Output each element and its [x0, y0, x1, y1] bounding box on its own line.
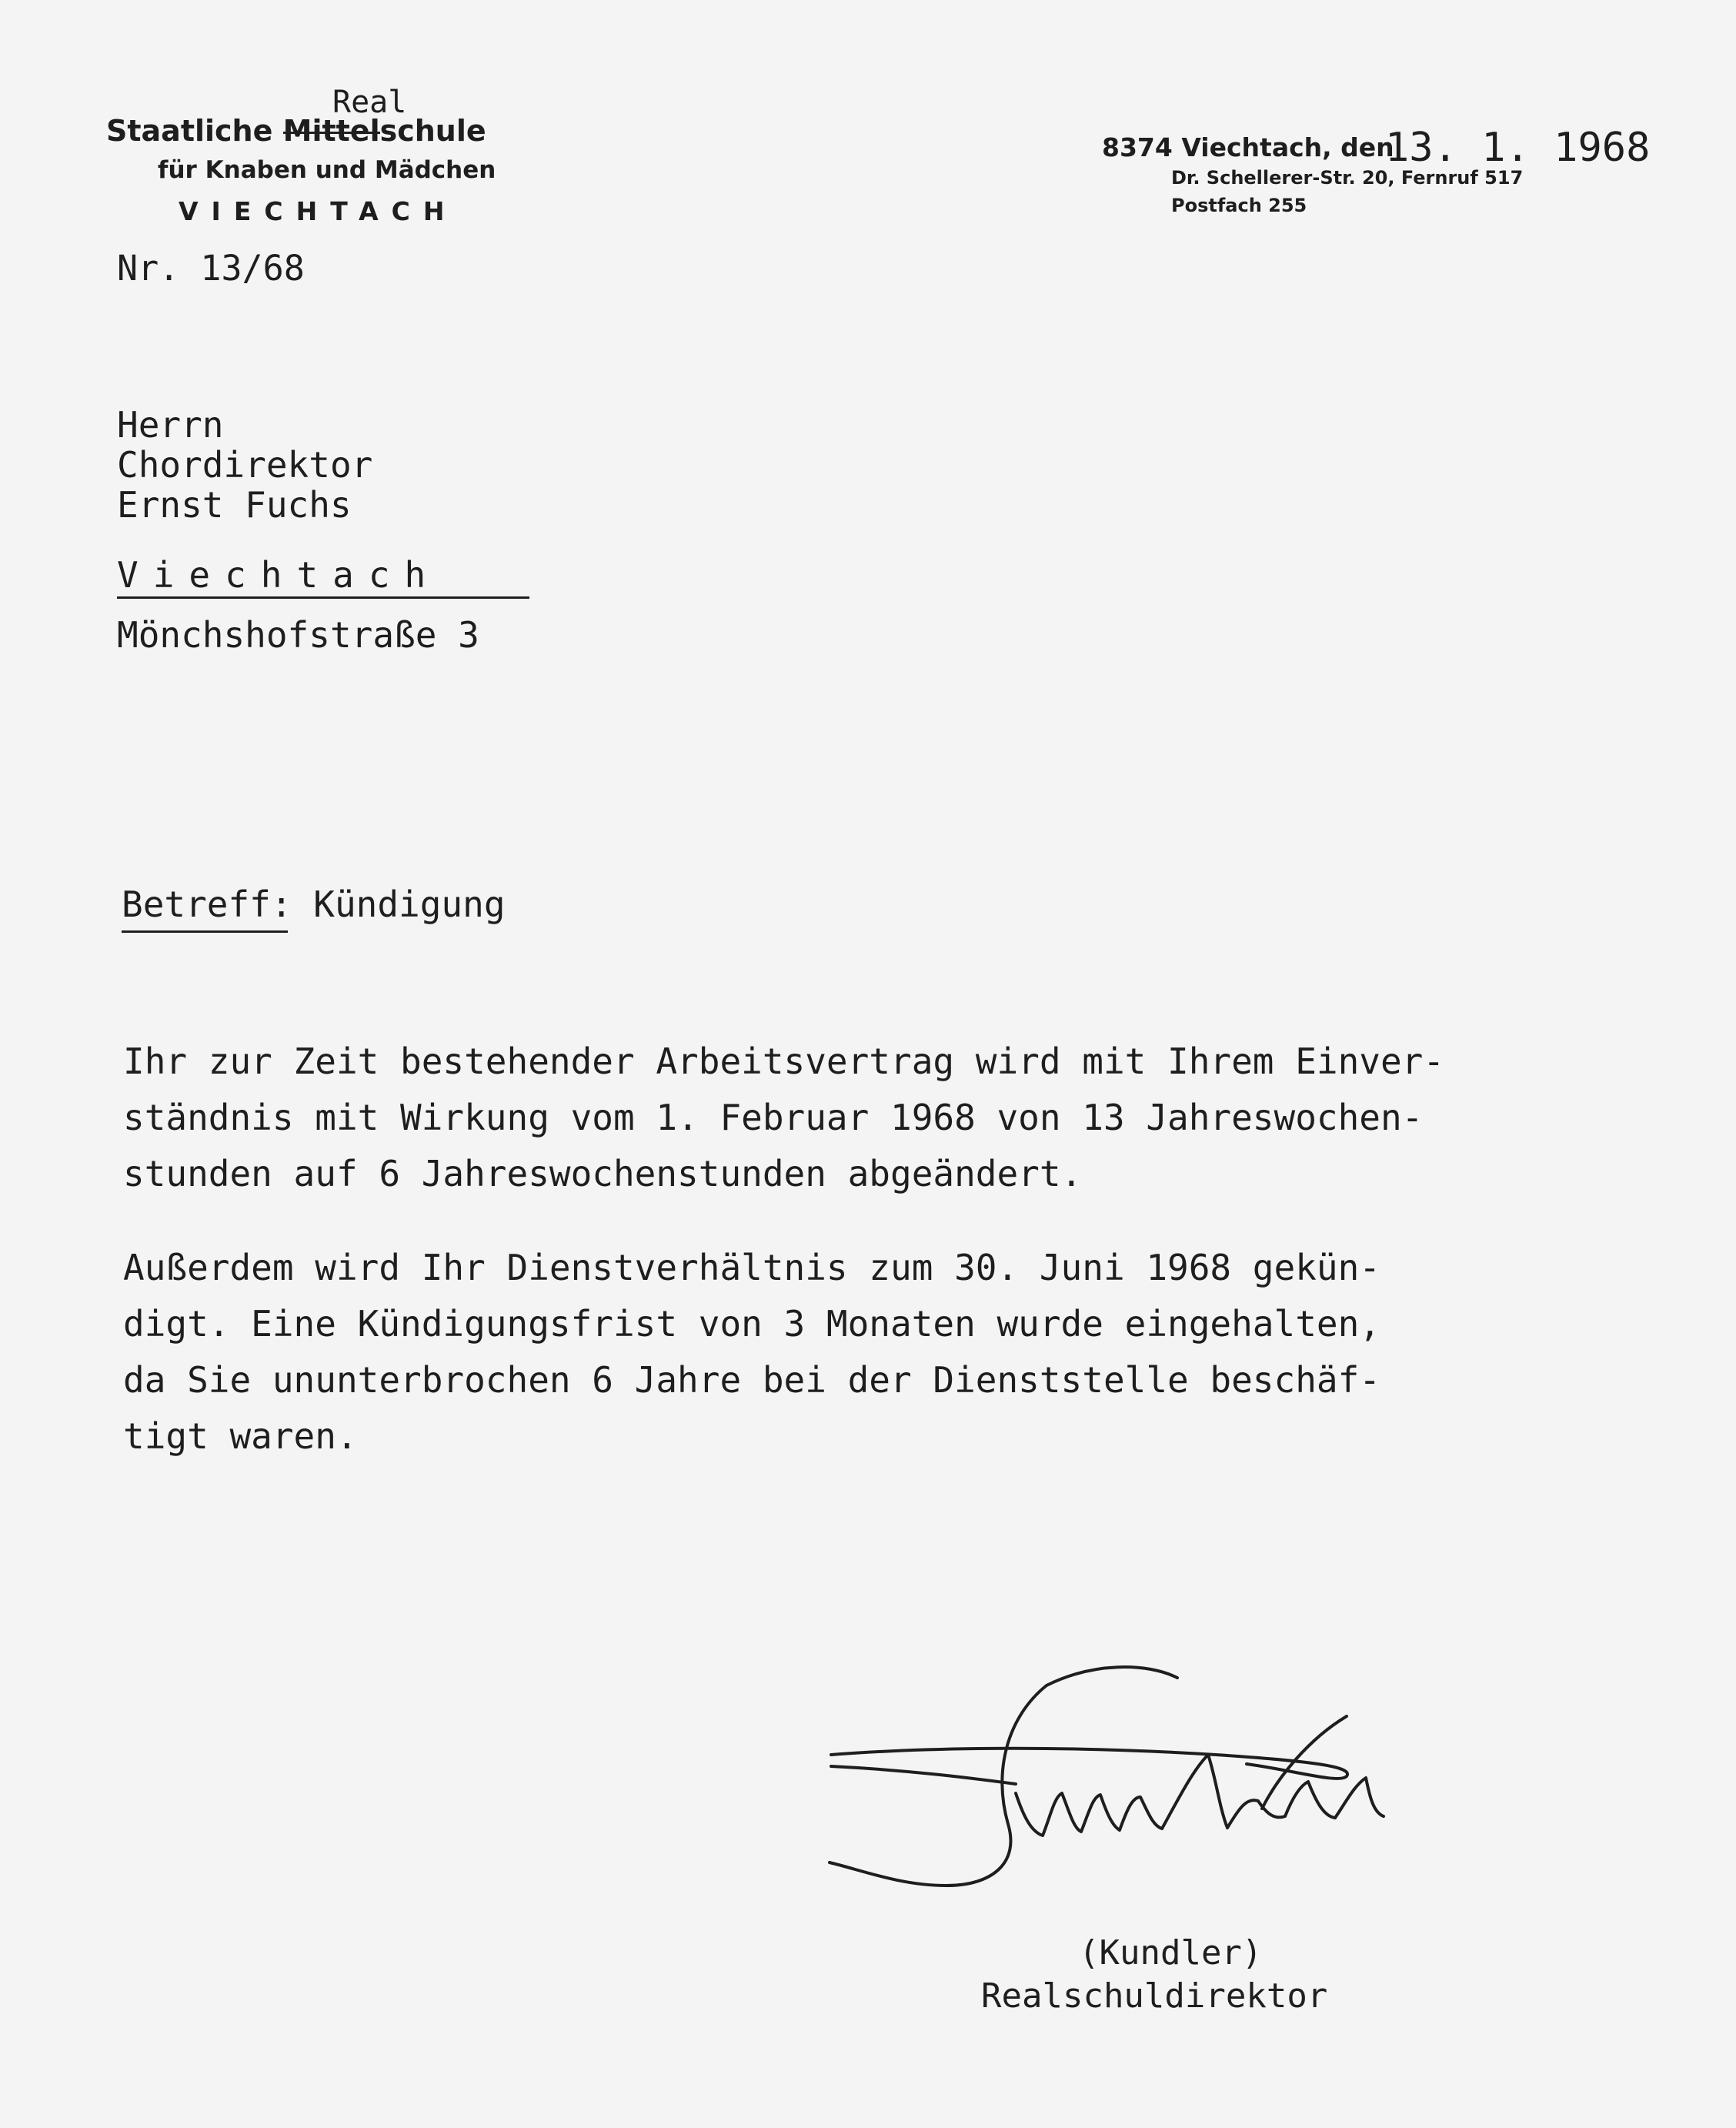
letter-date: 13. 1. 1968	[1385, 125, 1651, 171]
body-line: Außerdem wird Ihr Dienstverhältnis zum 30. Juni 1968 gekün-	[123, 1247, 1380, 1288]
letter-place: 8374 Viechtach, den	[1102, 132, 1394, 162]
subject-text: Kündigung	[313, 884, 506, 925]
subject-label: Betreff:	[122, 884, 292, 925]
school-name-correction: Real	[332, 85, 407, 120]
body-line: da Sie ununterbrochen 6 Jahre bei der Dienststelle beschäf-	[123, 1359, 1380, 1401]
recipient-title: Chordirektor	[117, 444, 373, 486]
signer-name: (Kundler)	[1079, 1933, 1263, 1973]
school-name-suffix: schule	[379, 114, 486, 148]
recipient-street: Mönchshofstraße 3	[117, 614, 479, 656]
signer-title: Realschuldirektor	[981, 1976, 1328, 2016]
school-po-box: Postfach 255	[1171, 195, 1307, 216]
body-line: tigt waren.	[123, 1415, 358, 1457]
handwritten-signature	[816, 1655, 1431, 1909]
school-name-prefix: Staatliche	[106, 114, 273, 148]
school-name-struck-text: Mittel	[282, 114, 380, 148]
reference-number: Nr. 13/68	[117, 248, 305, 289]
school-street-phone: Dr. Schellerer-Str. 20, Fernruf 517	[1171, 167, 1524, 189]
school-subtitle: für Knaben und Mädchen	[158, 156, 496, 184]
subject-line	[122, 884, 506, 925]
body-line: stunden auf 6 Jahreswochenstunden abgeändert.	[123, 1153, 1083, 1194]
recipient-name: Ernst Fuchs	[117, 484, 352, 526]
recipient-city-underline	[117, 596, 529, 599]
school-town: VIECHTACH	[179, 196, 458, 226]
school-name	[106, 114, 486, 148]
recipient-city: Viechtach	[117, 554, 441, 596]
body-line: digt. Eine Kündigungsfrist von 3 Monaten wurde eingehalten,	[123, 1303, 1380, 1345]
body-line: Ihr zur Zeit bestehender Arbeitsvertrag wird mit Ihrem Einver-	[123, 1041, 1445, 1082]
body-line: ständnis mit Wirkung vom 1. Februar 1968 von 13 Jahreswochen-	[123, 1097, 1424, 1138]
recipient-salutation: Herrn	[117, 404, 224, 446]
